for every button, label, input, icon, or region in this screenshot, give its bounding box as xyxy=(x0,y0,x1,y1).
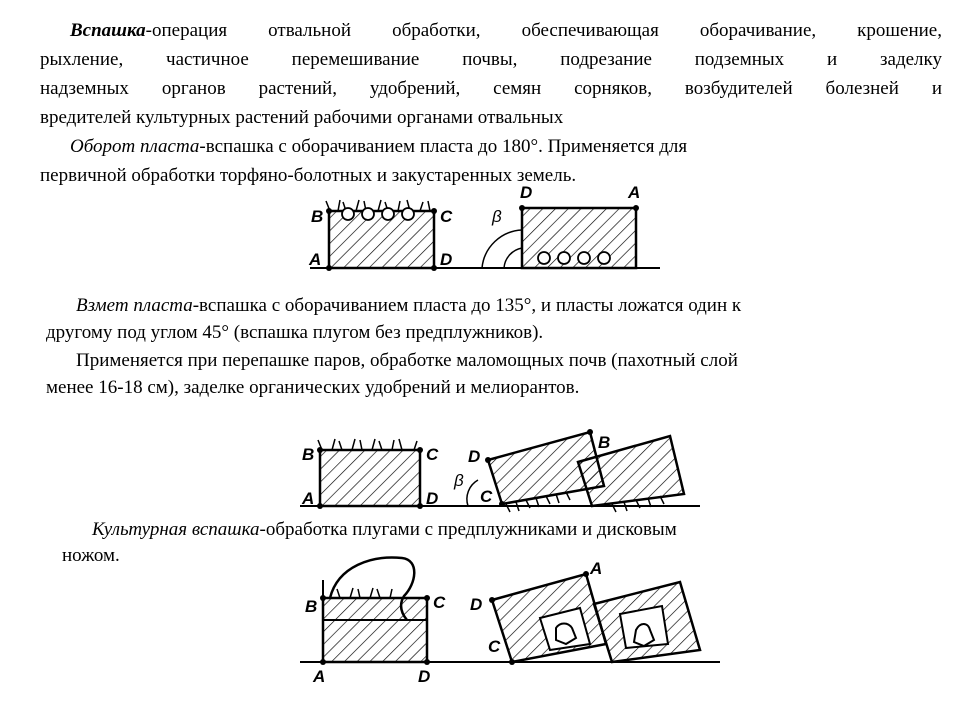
kulturnaya-line-2: ножом. xyxy=(62,545,120,566)
oborot-line-2: первичной обработки торфяно-болотных и закустаренных земель. xyxy=(40,165,577,186)
vzmet-line-4: менее 16-18 см), заделке органических удобрений и мелиорантов. xyxy=(46,377,580,398)
fig2-vegetation xyxy=(318,439,417,450)
fig2-label-c2: C xyxy=(480,487,493,506)
fig1-label-d2: D xyxy=(520,183,533,202)
vzmet-text-1: -вспашка с оборачиванием пласта до 135°, и пласты ложатся один к xyxy=(192,295,742,316)
fig2-label-b2: B xyxy=(598,433,611,452)
fig3-vegetation xyxy=(337,588,392,598)
vzmet-line-3: Применяется при перепашке паров, обработке маломощных почв (пахотный слой xyxy=(76,350,738,371)
fig2-angle-arc xyxy=(467,480,478,506)
figure-vzmet xyxy=(300,429,700,512)
fig1-label-d: D xyxy=(440,250,453,269)
oborot-term: Оборот пласта xyxy=(70,136,200,157)
fig2-label-c: C xyxy=(426,445,439,464)
fig3-label-d: D xyxy=(418,667,431,686)
kulturnaya-text-1: -обработка плугами с предплужниками и дисковым xyxy=(259,519,677,540)
fig2-label-d: D xyxy=(426,489,439,508)
fig3-slice-initial xyxy=(323,598,427,662)
definition-term: Вспашка xyxy=(70,20,146,41)
fig3-label-a2: A xyxy=(590,559,603,578)
figure-oborot xyxy=(310,200,660,271)
definition-line-2: рыхление, частичное перемешивание почвы, подрезание подземных и заделку xyxy=(40,49,942,70)
definition-text-1: -операция отвальной обработки, обеспечивающая оборачивание, крошение, xyxy=(145,20,942,41)
definition-line-4: вредителей культурных растений рабочими органами отвальных xyxy=(40,107,564,128)
fig1-angle-arc xyxy=(504,248,522,268)
oborot-text-1: -вспашка с оборачиванием пласта до 180°. Применяется для xyxy=(199,136,688,157)
vzmet-term: Взмет пласта xyxy=(76,295,193,316)
kulturnaya-term: Культурная вспашка xyxy=(92,519,260,540)
fig2-slice-initial xyxy=(320,450,420,506)
fig3-label-c2: C xyxy=(488,637,501,656)
figure-kulturnaya xyxy=(300,558,720,665)
fig2-label-beta: β xyxy=(454,471,464,490)
fig3-label-b: B xyxy=(305,597,318,616)
definition-line-3: надземных органов растений, удобрений, семян сорняков, возбудителей болезней и xyxy=(40,78,942,99)
fig1-rotation-arc xyxy=(482,230,522,268)
fig1-label-a: A xyxy=(309,250,322,269)
fig2-label-d2: D xyxy=(468,447,481,466)
vzmet-line-2: другому под углом 45° (вспашка плугом без предплужников). xyxy=(46,322,544,343)
fig2-label-b: B xyxy=(302,445,315,464)
fig1-vegetation xyxy=(326,200,430,211)
fig1-label-c: C xyxy=(440,207,453,226)
fig2-label-a: A xyxy=(302,489,315,508)
fig3-label-c: C xyxy=(433,593,446,612)
fig3-label-a: A xyxy=(313,667,326,686)
fig1-label-beta: β xyxy=(492,207,502,226)
fig1-label-b: B xyxy=(311,207,324,226)
fig3-label-d2: D xyxy=(470,595,483,614)
fig1-label-a2: A xyxy=(628,183,641,202)
